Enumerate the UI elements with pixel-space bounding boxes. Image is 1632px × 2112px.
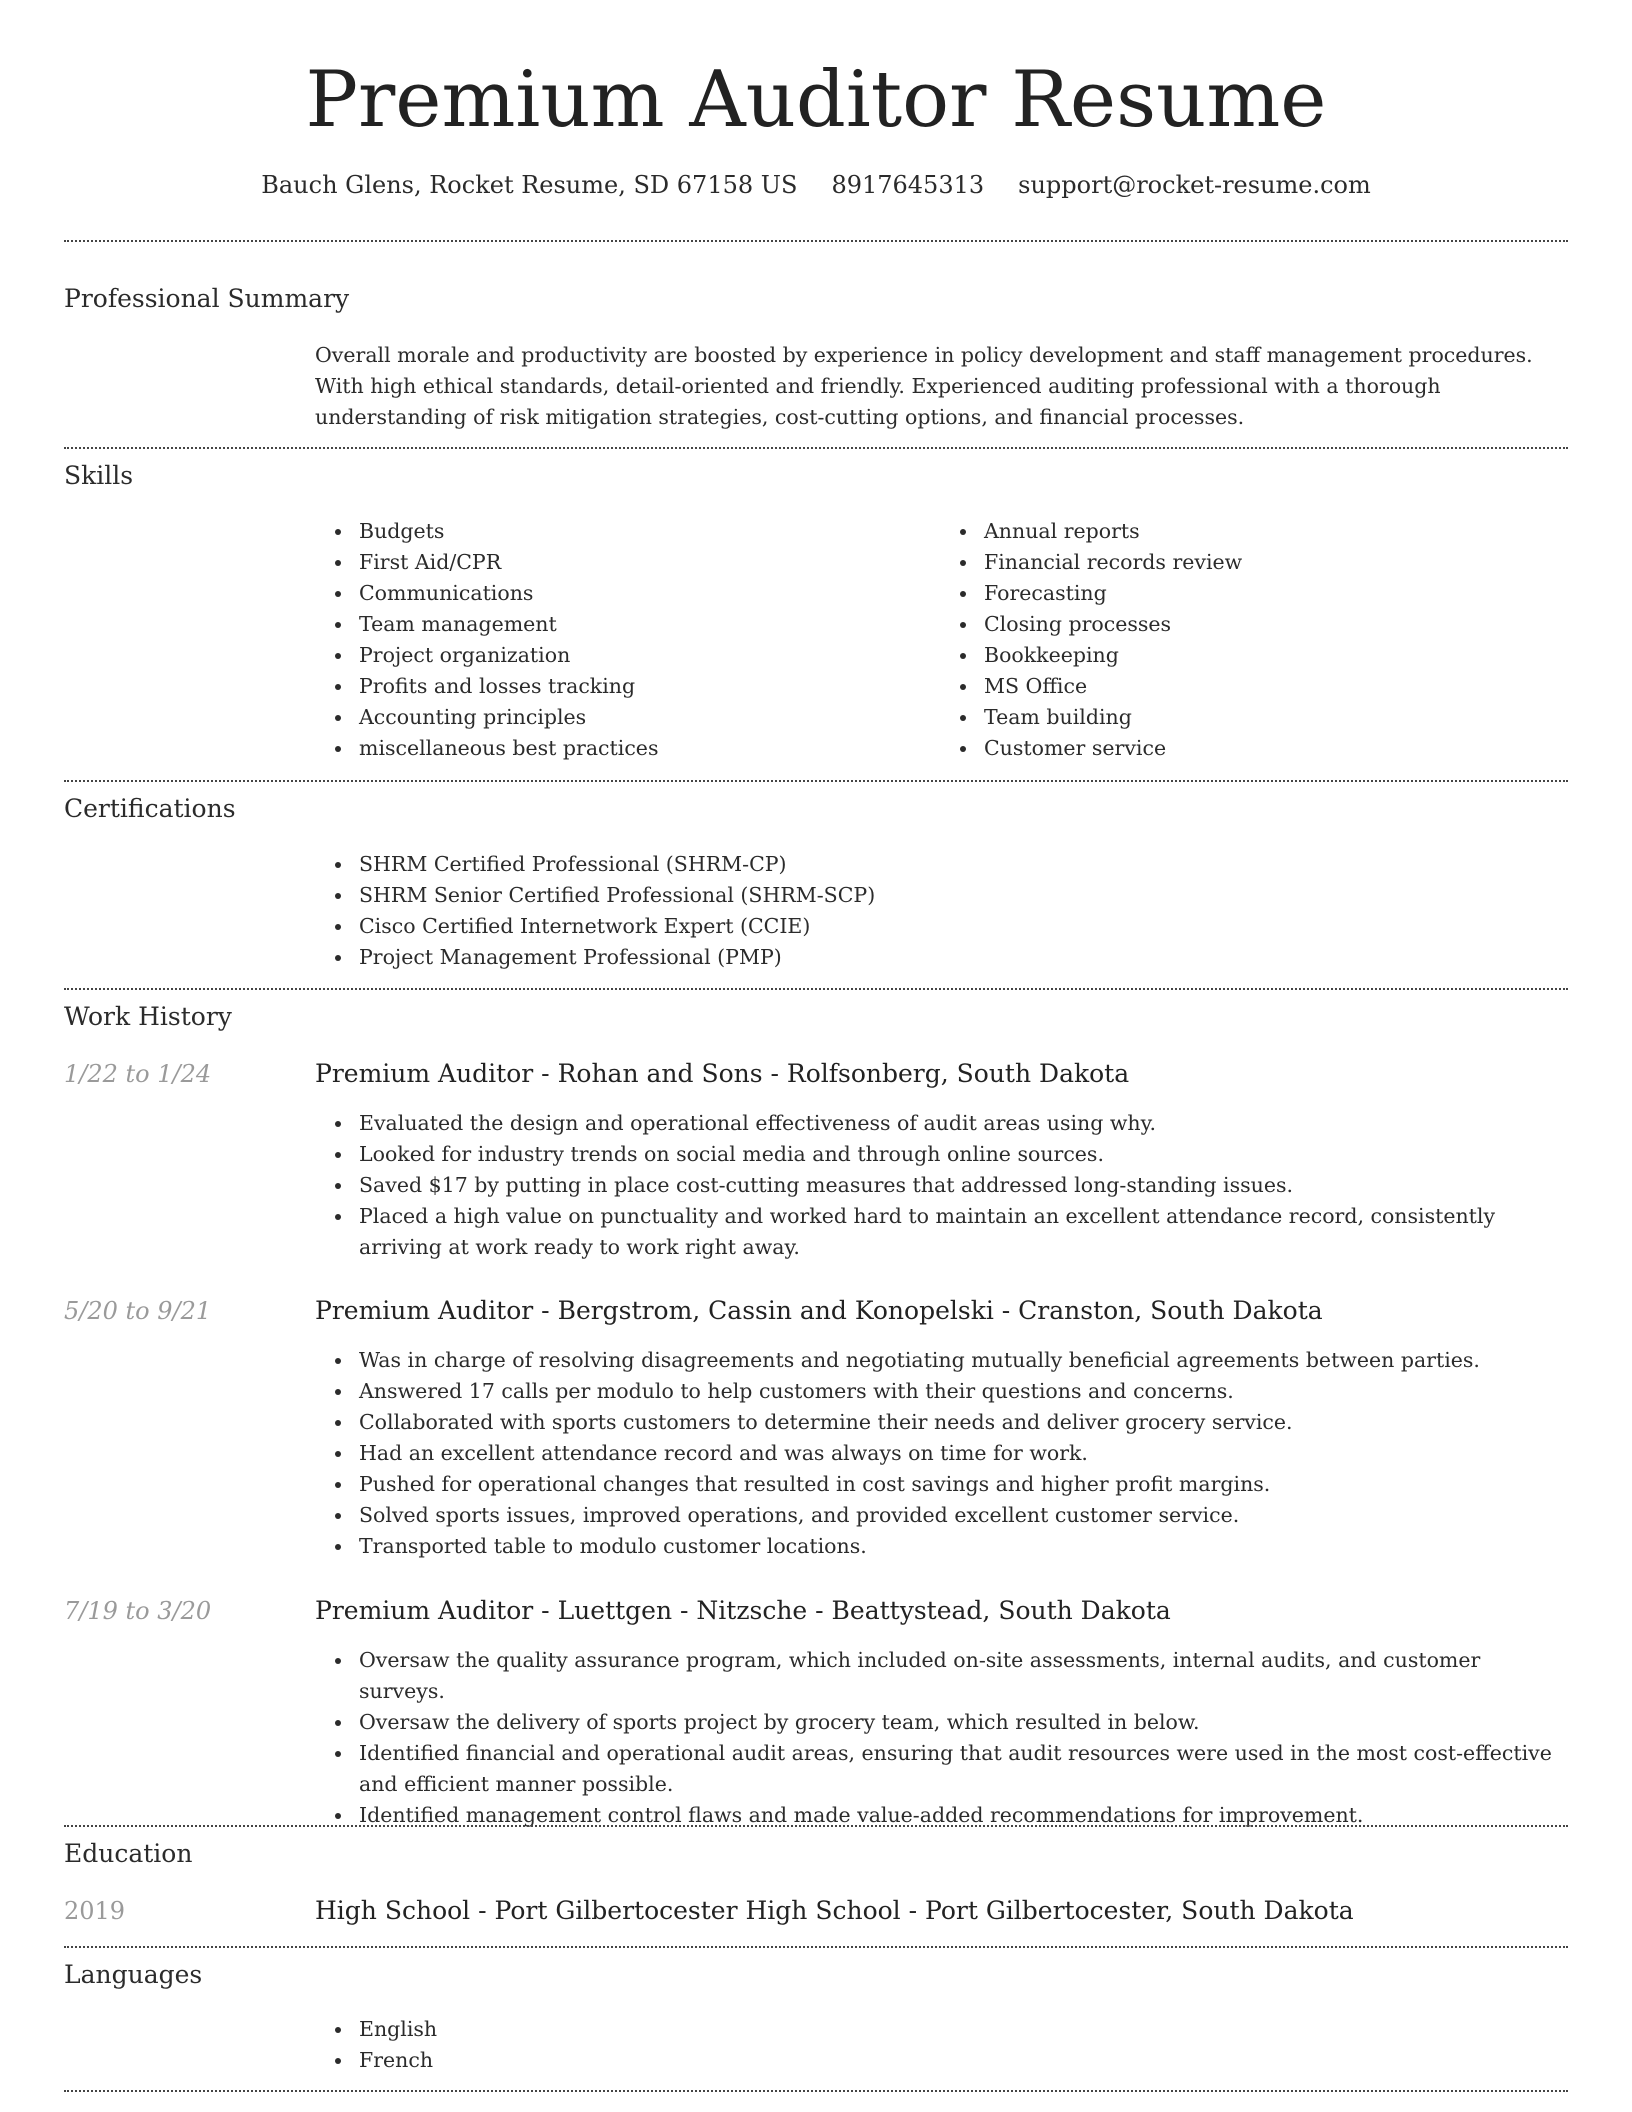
section-divider: [64, 2090, 1568, 2092]
section-divider: [64, 780, 1568, 782]
skill-item: Team management: [359, 609, 940, 640]
job-dates: 1/22 to 1/24: [64, 1060, 212, 1088]
section-divider: [64, 240, 1568, 242]
job-bullet: Pushed for operational changes that resulted in cost savings and higher profit margins.: [359, 1469, 1565, 1500]
job-bullet: Saved $17 by putting in place cost-cutting measures that addressed long-standing issues.: [359, 1170, 1565, 1201]
skills-list-right: [940, 516, 1565, 764]
languages-list: [315, 2014, 1565, 2076]
job-bullets-block: [315, 1645, 1565, 1831]
skill-item: First Aid/CPR: [359, 547, 940, 578]
skill-item: Forecasting: [984, 578, 1565, 609]
certification-item: SHRM Senior Certified Professional (SHRM-SCP): [359, 880, 1565, 911]
certification-item: Cisco Certified Internetwork Expert (CCIE): [359, 911, 1565, 942]
job-dates: 7/19 to 3/20: [64, 1597, 212, 1625]
job-bullets: [315, 1345, 1565, 1562]
resume-title: Premium Auditor Resume: [305, 55, 1327, 145]
skill-item: Accounting principles: [359, 702, 940, 733]
certifications-block: [315, 849, 1565, 973]
certification-item: SHRM Certified Professional (SHRM-CP): [359, 849, 1565, 880]
job-bullet: Had an excellent attendance record and was always on time for work.: [359, 1438, 1565, 1469]
language-item: French: [359, 2045, 1565, 2076]
job-bullets-block: [315, 1345, 1565, 1562]
skill-item: Customer service: [984, 733, 1565, 764]
contact-line: [0, 168, 1632, 202]
job-title: Premium Auditor - Bergstrom, Cassin and Konopelski - Cranston, South Dakota: [315, 1296, 1323, 1325]
job-bullet: Placed a high value on punctuality and worked hard to maintain an excellent attendance record, consistently arriving at work ready to work right away.: [359, 1201, 1565, 1263]
skill-item: Project organization: [359, 640, 940, 671]
job-title: Premium Auditor - Rohan and Sons - Rolfsonberg, South Dakota: [315, 1059, 1130, 1088]
section-heading-work-history: Work History: [64, 1002, 232, 1031]
languages-block: [315, 2014, 1565, 2076]
skill-item: Team building: [984, 702, 1565, 733]
skill-item: MS Office: [984, 671, 1565, 702]
section-heading-certifications: Certifications: [64, 794, 236, 823]
job-bullet: Oversaw the delivery of sports project by grocery team, which resulted in below.: [359, 1707, 1565, 1738]
skills-list-left: [315, 516, 940, 764]
job-bullet: Solved sports issues, improved operations, and provided excellent customer service.: [359, 1500, 1565, 1531]
section-divider: [64, 447, 1568, 449]
section-divider: [64, 1946, 1568, 1948]
job-bullet: Identified management control flaws and made value-added recommendations for improvement.: [359, 1800, 1565, 1831]
skill-item: Profits and losses tracking: [359, 671, 940, 702]
contact-phone: 8917645313: [831, 171, 985, 199]
job-dates: 5/20 to 9/21: [64, 1297, 212, 1325]
section-heading-education: Education: [64, 1839, 193, 1868]
skill-item: Annual reports: [984, 516, 1565, 547]
section-divider: [64, 1825, 1568, 1827]
skill-item: Financial records review: [984, 547, 1565, 578]
skill-item: miscellaneous best practices: [359, 733, 940, 764]
job-title: Premium Auditor - Luettgen - Nitzsche - Beattystead, South Dakota: [315, 1596, 1171, 1625]
job-bullets-block: [315, 1108, 1565, 1263]
section-heading-skills: Skills: [64, 461, 134, 490]
job-bullet: Transported table to modulo customer locations.: [359, 1531, 1565, 1562]
skill-item: Budgets: [359, 516, 940, 547]
summary-text: Overall morale and productivity are boosted by experience in policy development and staff management procedures. With high ethical standards, detail-oriented and friendly. Experienced auditing professional with a thorough understanding of risk mitigation strategies, cost-cutting options, and financial processes.: [315, 343, 1533, 429]
contact-address: Bauch Glens, Rocket Resume, SD 67158 US: [261, 171, 798, 199]
certification-item: Project Management Professional (PMP): [359, 942, 1565, 973]
skill-item: Closing processes: [984, 609, 1565, 640]
skill-item: Bookkeeping: [984, 640, 1565, 671]
education-year: 2019: [64, 1897, 126, 1925]
job-bullet: Was in charge of resolving disagreements and negotiating mutually beneficial agreements between parties.: [359, 1345, 1565, 1376]
summary-block: [315, 340, 1565, 433]
section-divider: [64, 988, 1568, 990]
contact-email: support@rocket-resume.com: [1018, 171, 1371, 199]
job-bullet: Evaluated the design and operational effectiveness of audit areas using why.: [359, 1108, 1565, 1139]
certifications-list: [315, 849, 1565, 973]
job-bullet: Looked for industry trends on social media and through online sources.: [359, 1139, 1565, 1170]
section-heading-languages: Languages: [64, 1960, 203, 1989]
language-item: English: [359, 2014, 1565, 2045]
education-entry: High School - Port Gilbertocester High School - Port Gilbertocester, South Dakota: [315, 1896, 1354, 1925]
section-heading-summary: Professional Summary: [64, 284, 350, 313]
skill-item: Communications: [359, 578, 940, 609]
job-bullet: Answered 17 calls per modulo to help customers with their questions and concerns.: [359, 1376, 1565, 1407]
job-bullet: Collaborated with sports customers to determine their needs and deliver grocery service.: [359, 1407, 1565, 1438]
job-bullet: Identified financial and operational audit areas, ensuring that audit resources were used in the most cost-effective and efficient manner possible.: [359, 1738, 1565, 1800]
job-bullets: [315, 1645, 1565, 1831]
job-bullet: Oversaw the quality assurance program, which included on-site assessments, internal audits, and customer surveys.: [359, 1645, 1565, 1707]
skills-block: [315, 516, 1565, 764]
job-bullets: [315, 1108, 1565, 1263]
